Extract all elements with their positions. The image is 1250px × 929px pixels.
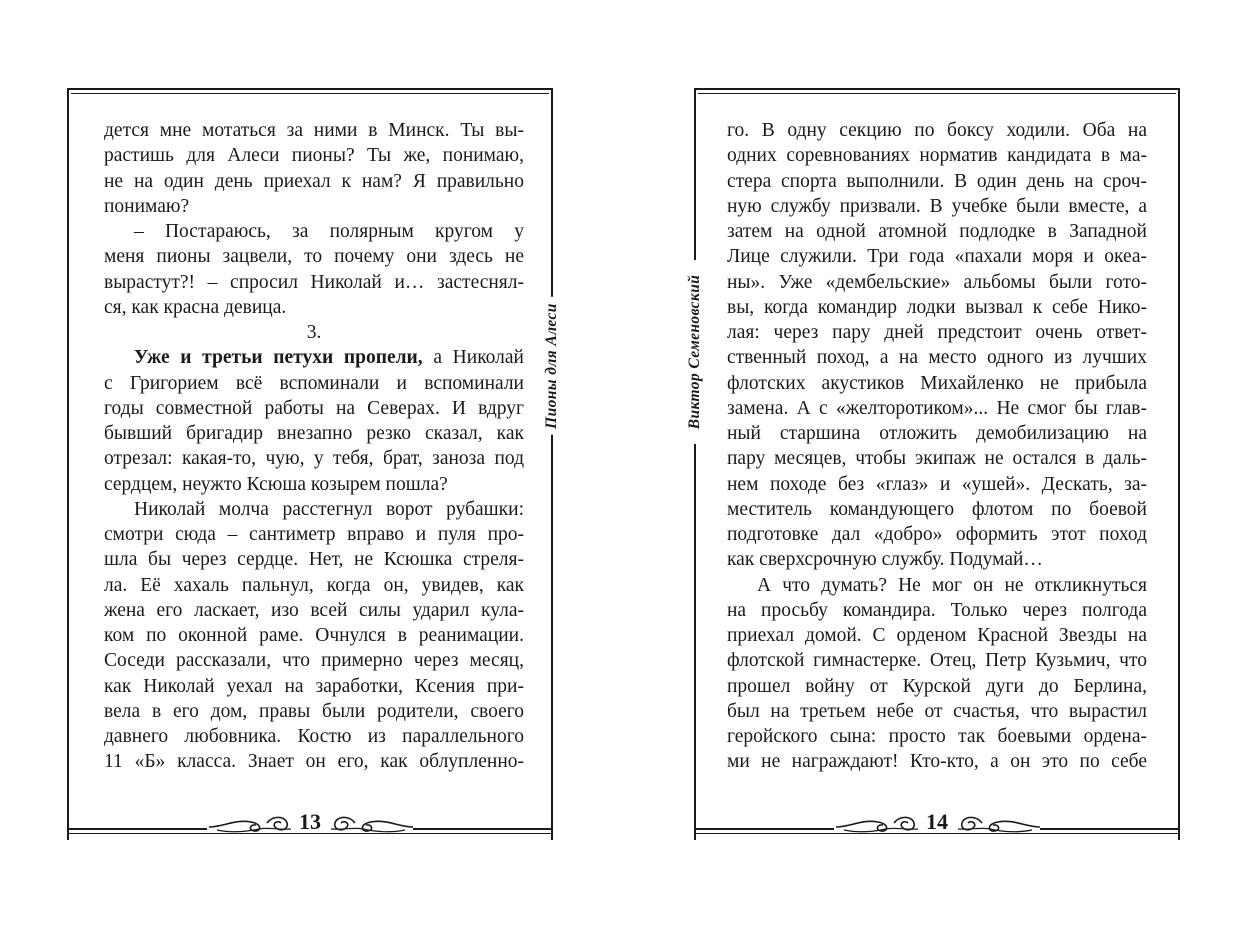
- text-line: давнего любовника. Костю из параллельного: [104, 726, 524, 747]
- right-page: [686, 88, 1180, 840]
- top-inner-rule: [698, 93, 1176, 94]
- page-number: 14: [926, 809, 948, 834]
- text-line: меня пионы зацвели, то почему они здесь не: [104, 246, 524, 268]
- text-line: ны». Уже «дембельские» альбомы были гото-: [727, 271, 1147, 293]
- text-line: приехал домой. С орденом Красной Звезды на: [727, 625, 1147, 646]
- scroll-flourish-icon: [956, 813, 1042, 835]
- text-line: – Постараюсь, за полярным кругом у: [134, 221, 524, 242]
- text-line: понимаю?: [104, 195, 190, 217]
- footer-rule-right: [1040, 828, 1180, 830]
- bold-phrase: Уже и третьи петухи пропели,: [134, 347, 423, 369]
- body-text: [104, 118, 524, 775]
- text-line: 3.: [306, 322, 322, 343]
- running-head-title: Пионы для Алеси: [543, 297, 561, 435]
- text-line: 11 «Б» класса. Знает он его, как облупленно-: [104, 751, 524, 773]
- left-border-bottom: [694, 444, 696, 840]
- text-line: был на третьем небе от счастья, что вырастил: [727, 700, 1147, 722]
- text-line: ком по оконной раме. Очнулся в реанимации.: [104, 625, 524, 646]
- text-line: ную службу призвали. В учебке были вместе, а: [727, 195, 1147, 217]
- text-line: пару месяцев, чтобы экипаж не остался в даль-: [727, 448, 1147, 470]
- footer-rule-left: [67, 828, 207, 830]
- text-line: ный старшина отложить демобилизацию на: [727, 423, 1147, 444]
- text-line: меститель командующего флотом по боевой: [727, 498, 1147, 520]
- text-line: растишь для Алеси пионы? Ты же, понимаю,: [104, 145, 524, 167]
- text-line: нем походе без «глаз» и «ушей». Дескать, за-: [727, 473, 1147, 495]
- text-line: геройского сына: просто так боевыми ордена-: [727, 726, 1147, 747]
- text-line: ми не награждают! Кто-кто, а он это по себе: [727, 751, 1147, 773]
- text-line: ла. Её хахаль пальнул, когда он, увидев, как: [104, 574, 524, 596]
- text-line: Николай молча расстегнул ворот рубашки:: [134, 498, 524, 520]
- left-border: [67, 88, 69, 840]
- text-line: как Николай уехал на заработки, Ксения при-: [104, 675, 524, 697]
- running-head-author: Виктор Семеновский: [686, 269, 704, 436]
- body-text: [727, 118, 1147, 775]
- text-line: жена его ласкает, изо всей силы ударил кула-: [104, 599, 524, 621]
- text-line: дется мне мотаться за ними в Минск. Ты вы-: [104, 120, 524, 141]
- text-line: сердцем, неужто Ксюша козырем пошла?: [104, 473, 448, 495]
- text-line: подготовке дал «добро» оформить этот поход: [727, 524, 1147, 545]
- text-line: Лице служили. Три года «пахали моря и океа-: [727, 246, 1147, 268]
- right-border-bottom: [551, 426, 553, 840]
- text-line: лая: через пару дней предстоит очень ответ-: [727, 322, 1147, 343]
- left-border-top: [694, 88, 696, 260]
- text-line: стера спорта выполнили. В один день на сроч-: [727, 170, 1147, 192]
- text-line: с Григорием всё вспоминали и вспоминали: [104, 372, 524, 394]
- right-border: [1178, 88, 1180, 840]
- text-line: прошел войну от Курской дуги до Берлина,: [727, 675, 1147, 697]
- text-line: годы совместной работы на Северах. И вдруг: [104, 397, 524, 419]
- text-line: [104, 345, 524, 370]
- text-line: А что думать? Не мог он не откликнуться: [757, 574, 1147, 596]
- page-number: 13: [299, 809, 321, 834]
- text-line: не на один день приехал к нам? Я правильно: [104, 170, 524, 192]
- text-line: го. В одну секцию по боксу ходили. Оба на: [727, 120, 1147, 141]
- line-text: а Николай: [422, 347, 524, 369]
- text-line: на просьбу командира. Только через полгода: [727, 599, 1147, 621]
- text-line: замена. А с «желторотиком»... Не смог бы глав-: [727, 397, 1147, 419]
- right-border-top: [551, 88, 553, 308]
- footer-rule-left: [694, 828, 834, 830]
- top-inner-rule: [71, 93, 549, 94]
- footer-rule-right: [413, 828, 553, 830]
- text-line: бывший бригадир внезапно резко сказал, как: [104, 423, 524, 444]
- text-line: шла бы через сердце. Нет, не Ксюшка стреля-: [104, 549, 524, 571]
- top-rule: [67, 88, 553, 90]
- left-page: [67, 88, 560, 840]
- text-line: одних соревнованиях норматив кандидата в ма-: [727, 145, 1147, 167]
- text-line: вы, когда командир лодки вызвал к себе Нико-: [727, 296, 1147, 318]
- text-line: ся, как красна девица.: [104, 296, 287, 318]
- text-line: вырастут?! – спросил Николай и… застеснял-: [104, 271, 524, 293]
- scroll-flourish-icon: [207, 813, 293, 835]
- page-footer: [67, 810, 553, 840]
- text-line: затем на одной атомной подлодке в Западной: [727, 221, 1147, 242]
- text-line: флотской гимнастерке. Отец, Петр Кузьмич, что: [727, 650, 1147, 672]
- top-rule: [694, 88, 1180, 90]
- text-line: ственный поход, а на место одного из лучших: [727, 347, 1147, 369]
- text-line: флотских акустиков Михайленко не прибыла: [727, 372, 1147, 394]
- text-line: отрезал: какая-то, чую, у тебя, брат, заноза под: [104, 448, 524, 470]
- text-line: вела в его дом, правы были родители, своего: [104, 700, 524, 722]
- text-line: Соседи рассказали, что примерно через месяц,: [104, 650, 524, 672]
- page-footer: [694, 810, 1180, 840]
- scroll-flourish-icon: [329, 813, 415, 835]
- scroll-flourish-icon: [834, 813, 920, 835]
- text-line: как сверхсрочную службу. Подумай…: [727, 549, 1043, 571]
- text-line: смотри сюда – сантиметр вправо и пуля про-: [104, 524, 524, 545]
